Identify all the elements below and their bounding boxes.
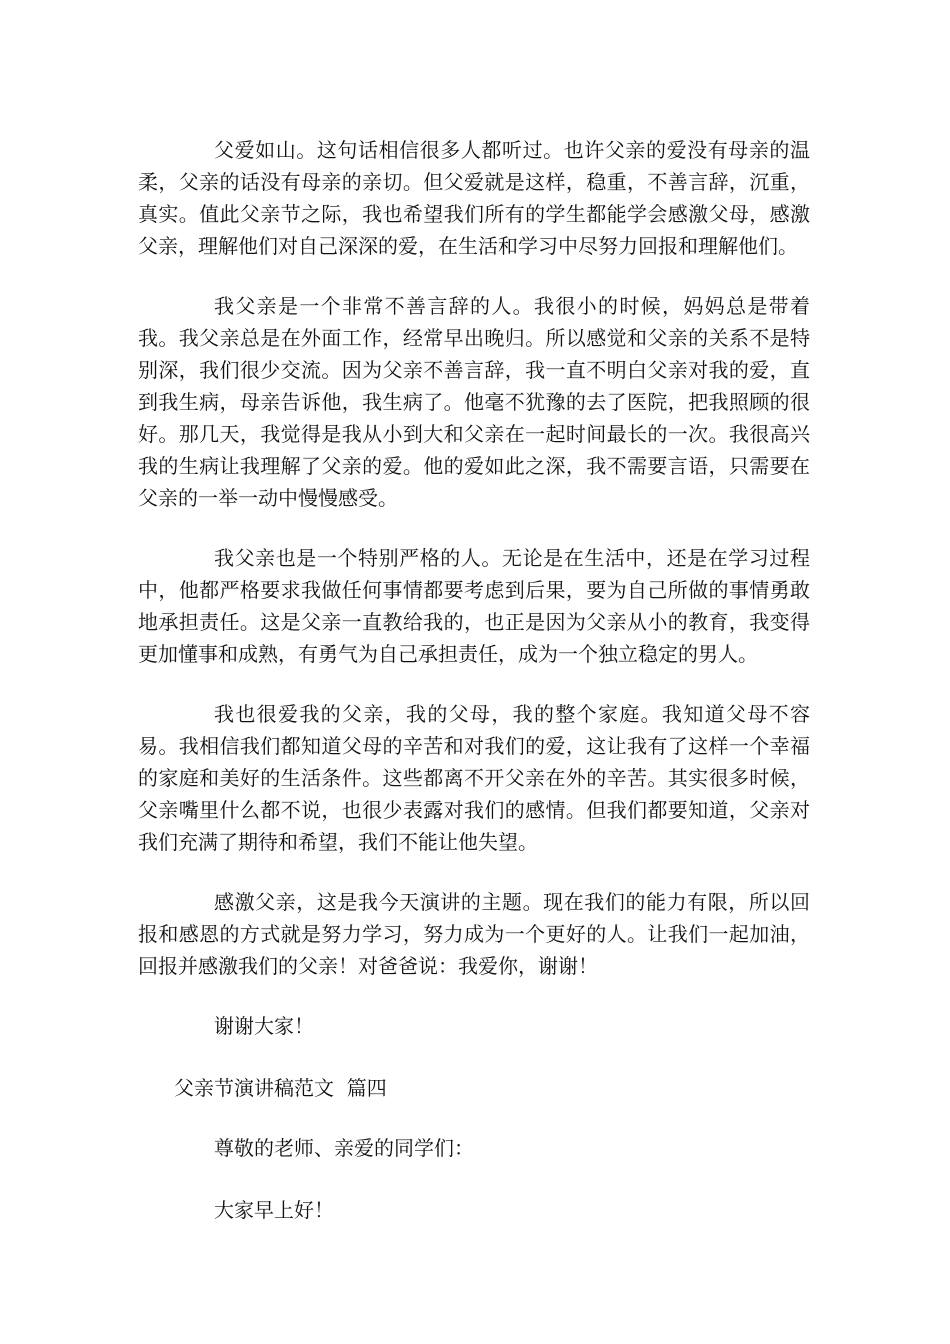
paragraph-4: 我也很爱我的父亲，我的父母，我的整个家庭。我知道父母不容易。我相信我们都知道父母的辛苦和对我们的爱，这让我有了这样一个幸福的家庭和美好的生活条件。这些都离不开父亲在外的辛苦。其实很多时候，父亲嘴里什么都不说，也很少表露对我们的感情。但我们都要知道，父亲对我们充满了期待和希望，我们不能让他失望。 — [138, 702, 810, 854]
paragraph-2: 我父亲是一个非常不善言辞的人。我很小的时候，妈妈总是带着我。我父亲总是在外面工作，经常早出晚归。所以感觉和父亲的关系不是特别深，我们很少交流。因为父亲不善言辞，我一直不明白父亲对我的爱，直到我生病，母亲告诉他，我生病了。他毫不犹豫的去了医院，把我照顾的很好。那几天，我觉得是我从小到大和父亲在一起时间最长的一次。我很高兴我的生病让我理解了父亲的爱。他的爱如此之深，我不需要言语，只需要在父亲的一举一动中慢慢感受。 — [138, 294, 810, 510]
section-heading: 父亲节演讲稿范文 篇四 — [174, 1076, 387, 1100]
paragraph-3: 我父亲也是一个特别严格的人。无论是在生活中，还是在学习过程中，他都严格要求我做任何事情都要考虑到后果，要为自己所做的事情勇敢地承担责任。这是父亲一直教给我的，也正是因为父亲从小的教育，我变得更加懂事和成熟，有勇气为自己承担责任，成为一个独立稳定的男人。 — [138, 546, 810, 666]
morning-greeting: 大家早上好！ — [214, 1198, 334, 1222]
document-body — [138, 134, 810, 1256]
closing-thanks: 谢谢大家！ — [214, 1014, 314, 1038]
paragraph-1: 父爱如山。这句话相信很多人都听过。也许父亲的爱没有母亲的温柔，父亲的话没有母亲的亲切。但父爱就是这样，稳重，不善言辞，沉重，真实。值此父亲节之际，我也希望我们所有的学生都能学会感激父母，感激父亲，理解他们对自己深深的爱，在生活和学习中尽努力回报和理解他们。 — [138, 138, 810, 258]
greeting-line: 尊敬的老师、亲爱的同学们： — [214, 1136, 474, 1160]
paragraph-5: 感激父亲，这是我今天演讲的主题。现在我们的能力有限，所以回报和感恩的方式就是努力学习，努力成为一个更好的人。让我们一起加油，回报并感激我们的父亲！对爸爸说：我爱你，谢谢！ — [138, 890, 810, 978]
